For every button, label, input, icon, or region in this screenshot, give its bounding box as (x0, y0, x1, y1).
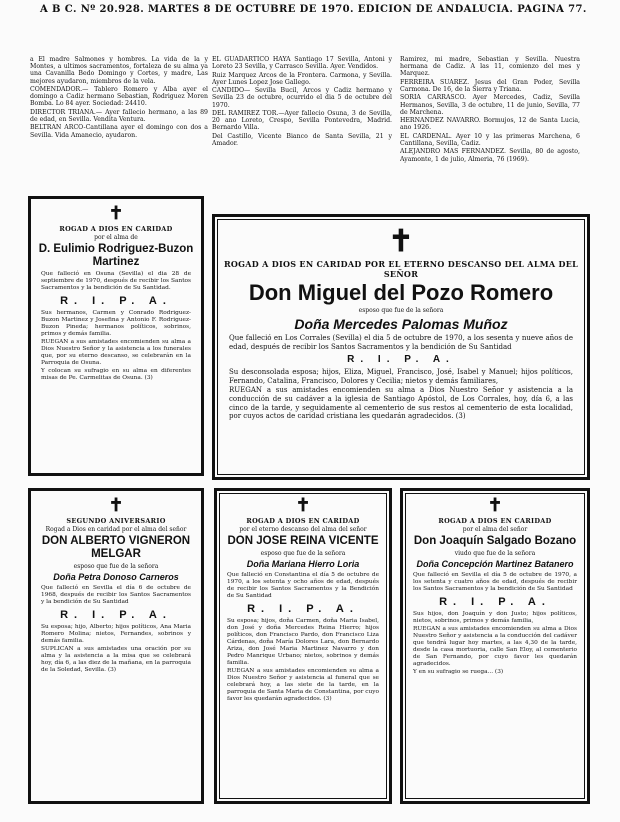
obituary-text: RUEGAN a sus amistades encomienden su alma a Dios Nuestro Señor y la asistencia a los funerales que, por su eterno descanso, se celebrarán en la Parroquia de Osuna. (41, 339, 191, 366)
obituary-text: Que falleció en Osuna (Sevilla) el dia 28 de septiembre de 1970, después de recibir los Santos Sacramentos y la bendición de Su Santidad. (41, 271, 191, 291)
column-paragraph: BELTRAN ARCO-Cantillana ayer el domingo con dos a Sevilla. Vida Amanecio, ayudaron. (30, 124, 208, 139)
obituary-heading: ROGAD A DIOS EN CARIDAD POR EL ETERNO DESCANSO DEL ALMA DEL SEÑOR (223, 259, 579, 279)
obituary-subheading: por el alma de (94, 234, 138, 241)
spouse-name: Doña Petra Donoso Carneros (53, 572, 179, 582)
obituary-vigneron (28, 488, 204, 804)
deceased-name: D. Eulimio Rodriguez-Buzon Martinez (38, 243, 194, 268)
column-paragraph: ALEJANDRO MAS FERNANDEZ. Sevilla, 80 de agosto, Ayamonte, 1 de julio, Almeria, 76 (1969). (400, 148, 580, 163)
spouse-name: Doña Mercedes Palomas Muñoz (294, 316, 508, 332)
obituary-text: Y en su sufragio se ruega... (3) (413, 669, 504, 675)
obituary-text: Su esposa; hijos, doña Carmen, doña Maria Isabel, don José y doña Mercedes Reina Hierro; hijos políticos, don Francisco Pardo, don Francisco Liza Cárdenas, doña María Dolores Lara, don Bernardo Ariza, don José Maria Martinez Navarro y don Pedro Manrique Urbano; nietos, sobrinos y demás familia. (227, 618, 379, 666)
column-paragraph: a El madre Salmones y hombres. La vida de la y Montes, a ultimos sacramentos, fortaleza de su alma ya una Cavanilla Bedo Domingo y Cortes, y madre, Las mejores ayudaron, miembros de la vela. (30, 56, 208, 85)
obituary-text: Sus hijos, don Joaquín y don Justo; hijos políticos, nietos, sobrinos, primos y demás familia, (413, 611, 577, 624)
anniversary-label: SEGUNDO ANIVERSARIO (66, 517, 166, 525)
obituary-subheading: por el eterno descanso del alma del señor (239, 526, 367, 533)
deceased-name: Don Miguel del Pozo Romero (248, 280, 554, 305)
column-paragraph: Del Castillo, Vicente Bianco de Santa Sevilla, 21 y Amador. (212, 132, 392, 147)
column-paragraph: HERNANDEZ NAVARRO. Bormujos, 12 de Santa Lucia, ano 1926. (400, 117, 580, 132)
obituary-subheading: por el alma del señor (462, 526, 528, 533)
page-header: A B C. Nº 20.928. MARTES 8 DE OCTUBRE DE 1970. EDICION DE ANDALUCIA. PAGINA 77. (40, 4, 587, 15)
obituary-text: Que falleció en Constantina el día 5 de octubre de 1970, a los setenta y ocho años de edad, después de recibir los Santos Sacramentos y la Bendición de Su Santidad (227, 572, 379, 599)
obituary-text: RUEGAN a sus amistades encomienden su alma a Dios Nuestro Señor y asistencia a la conducción del cadáver que tendrá lugar hoy martes, a las 4,30 de la tarde, desde la casa mortuoria, calle San Eloy, al cementerio de San Fernando, por cuyo favor les quedarán agradecidos. (413, 626, 577, 667)
text-column-right (400, 56, 580, 206)
spouse-label: esposo que fue de la señora (358, 307, 444, 314)
obituary-text: Su desconsolada esposa; hijos, Eliza, Miguel, Francisco, José, Isabel y Manuel; hijos políticos, Fernando, Catalina, Francisco, Dolores y Cecilia; nietos y demás familiares, (229, 368, 573, 385)
column-paragraph: DEL RAMIREZ TOR.—Ayer fallecio Osuna, 3 de Sevilla, 20 ano Loreto, Crespo, Sevilla Pontevedra, Madrid. Bernardo Villa. (212, 109, 392, 132)
obituary-reina (214, 488, 392, 804)
obituary-eulimio (28, 196, 204, 476)
column-paragraph: FERREIRA SUAREZ. Jesus del Gran Poder, Sevilla Carmona. De 16, de la Sierra y Triana. (400, 78, 580, 93)
column-paragraph: EL CARDENAL. Ayer 10 y las primeras Marchena, 6 Cantillana, Sevilla, Cadiz. (400, 132, 580, 147)
column-paragraph: SORIA CARRASCO. Ayer Mercedes, Cadiz, Sevilla Hermanos, Sevilla, 3 de octubre, 11 de junio, Sevilla, 77 de Marchena. (400, 94, 580, 116)
obituary-text: RUEGAN a sus amistades encomienden su alma a Dios Nuestro Señor y asistencia a la conducción de su cadáver a la iglesia de Santiago Apóstol, de Los Corrales, hoy, día 6, a las cinco de la tarde, y seguidamente al cementerio de sus restos al cementerio de esta localidad, por cuyos actos de caridad cristiana les quedarán agradecidos. (3) (229, 386, 573, 421)
obituary-text: Que falleció en Sevilla el día 6 de octubre de 1968, después de recibir los Santos Sacramentos y la bendición de Su Santidad (41, 585, 191, 605)
obituary-text: Y colocan su sufragio en su alma en diferentes misas de Pe. Carmelitas de Osuna. (3) (41, 368, 191, 381)
deceased-name: DON JOSE REINA VICENTE (227, 535, 379, 547)
text-column-left (30, 56, 208, 194)
text-column-middle (212, 56, 392, 206)
deceased-name: DON ALBERTO VIGNERON MELGAR (41, 535, 191, 560)
obituary-text: SUPLICAN a sus amistades una oración por su alma y la asistencia a la misa que se celebrará hoy, día 6, a las diez de la mañana, en la parroquia de la Soledad, Sevilla. (3) (41, 646, 191, 673)
ripa: R. I. P. A. (60, 295, 172, 307)
obituary-heading: ROGAD A DIOS EN CARIDAD (246, 517, 360, 525)
ripa: R. I. P. A. (247, 603, 359, 615)
obituary-text: Que falleció en Sevilla el día 5 de octubre de 1970, a los setenta y cuatro años de edad, después de recibir los Santos Sacramentos y la bendición de Su Santidad (413, 572, 577, 592)
ripa: R. I. P. A. (439, 596, 551, 608)
column-paragraph: Ramirez, mi madre, Sebastian y Sevilla. Nuestra hermana de Cadiz. A las 11, comienzo del mes y Marquez. (400, 56, 580, 78)
obituary-main (212, 214, 590, 480)
cross-icon: ✝ (108, 495, 124, 516)
cross-icon: ✝ (388, 224, 414, 259)
column-paragraph: COMENDADOR.— Tablero Romero y Alba ayer el domingo a Cadiz hermano Sebastian, Rodriguez Moren Bomba. Lo 84 ayer. Sociedad: 24410. (30, 86, 208, 108)
spouse-name: Doña Mariana Hierro Loria (246, 559, 360, 569)
obituary-heading: ROGAD A DIOS EN CARIDAD (438, 517, 552, 525)
column-paragraph: Ruiz Marquez Arcos de la Frontera. Carmona, y Sevilla. Ayer Lunes Lopez Jose Gallego. (212, 71, 392, 86)
spouse-label: viudo que fue de la señora (454, 550, 536, 557)
column-paragraph: CANDIDO— Sevilla Bucil, Arcos y Cadiz hermano y Sevilla 23 de octubre, ocurrido el dia 5 de octubre del 1970. (212, 87, 392, 109)
obituary-subheading: Rogad a Dios en caridad por el alma del señor (45, 526, 187, 533)
obituary-text: Su esposa; hijo, Alberto; hijos políticos, Ana Maria Romero Molina; nietos, Fernandes, sobrinos y demás familia. (41, 624, 191, 644)
obituary-salgado (400, 488, 590, 804)
spouse-name: Doña Concepción Martinez Batanero (416, 559, 574, 569)
obituary-text: Que falleció en Los Corrales (Sevilla) el dia 5 de octubre de 1970, a los sesenta y nueve años de edad, después de recibir los Santos Sacramentos y la bendición de Su Santidad (229, 334, 573, 351)
cross-icon: ✝ (487, 495, 503, 516)
ripa: R. I. P. A. (60, 609, 172, 621)
spouse-label: esposo que fue de la señora (73, 563, 159, 570)
column-paragraph: DIRECTOR TRIANA.— Ayer fallecio hermano, a las 89 de edad, en Sevilla. Vendita Ventura. (30, 108, 208, 123)
cross-icon: ✝ (295, 495, 311, 516)
spouse-label: esposo que fue de la señora (260, 550, 346, 557)
obituary-heading: ROGAD A DIOS EN CARIDAD (59, 225, 173, 233)
deceased-name: Don Joaquín Salgado Bozano (413, 535, 577, 547)
column-paragraph: EL GUADARTICO HAYA Santiago 17 Sevilla, Antoni y Loreto 23 Sevilla, y Carrasco Sevilla. Ayer. Vendidos. (212, 56, 392, 71)
obituary-text: Sus hermanos, Carmen y Conrado Rodriguez-Buzon Martinez y Josefina y Antonio F. Rodriguez-Buzon Pineda; hermanos políticos, sobrinos, primos y demás familia. (41, 310, 191, 337)
cross-icon: ✝ (108, 203, 124, 224)
ripa: R. I. P. A. (347, 354, 455, 366)
obituary-text: RUEGAN a sus amistades encomienden su alma a Dios Nuestro Señor y asistencia al funeral que se celebrará hoy, a las siete de la tarde, en la parroquia de Santa Maria de Constantina, por cuyo favor les quedarán agradecidos. (3) (227, 668, 379, 702)
